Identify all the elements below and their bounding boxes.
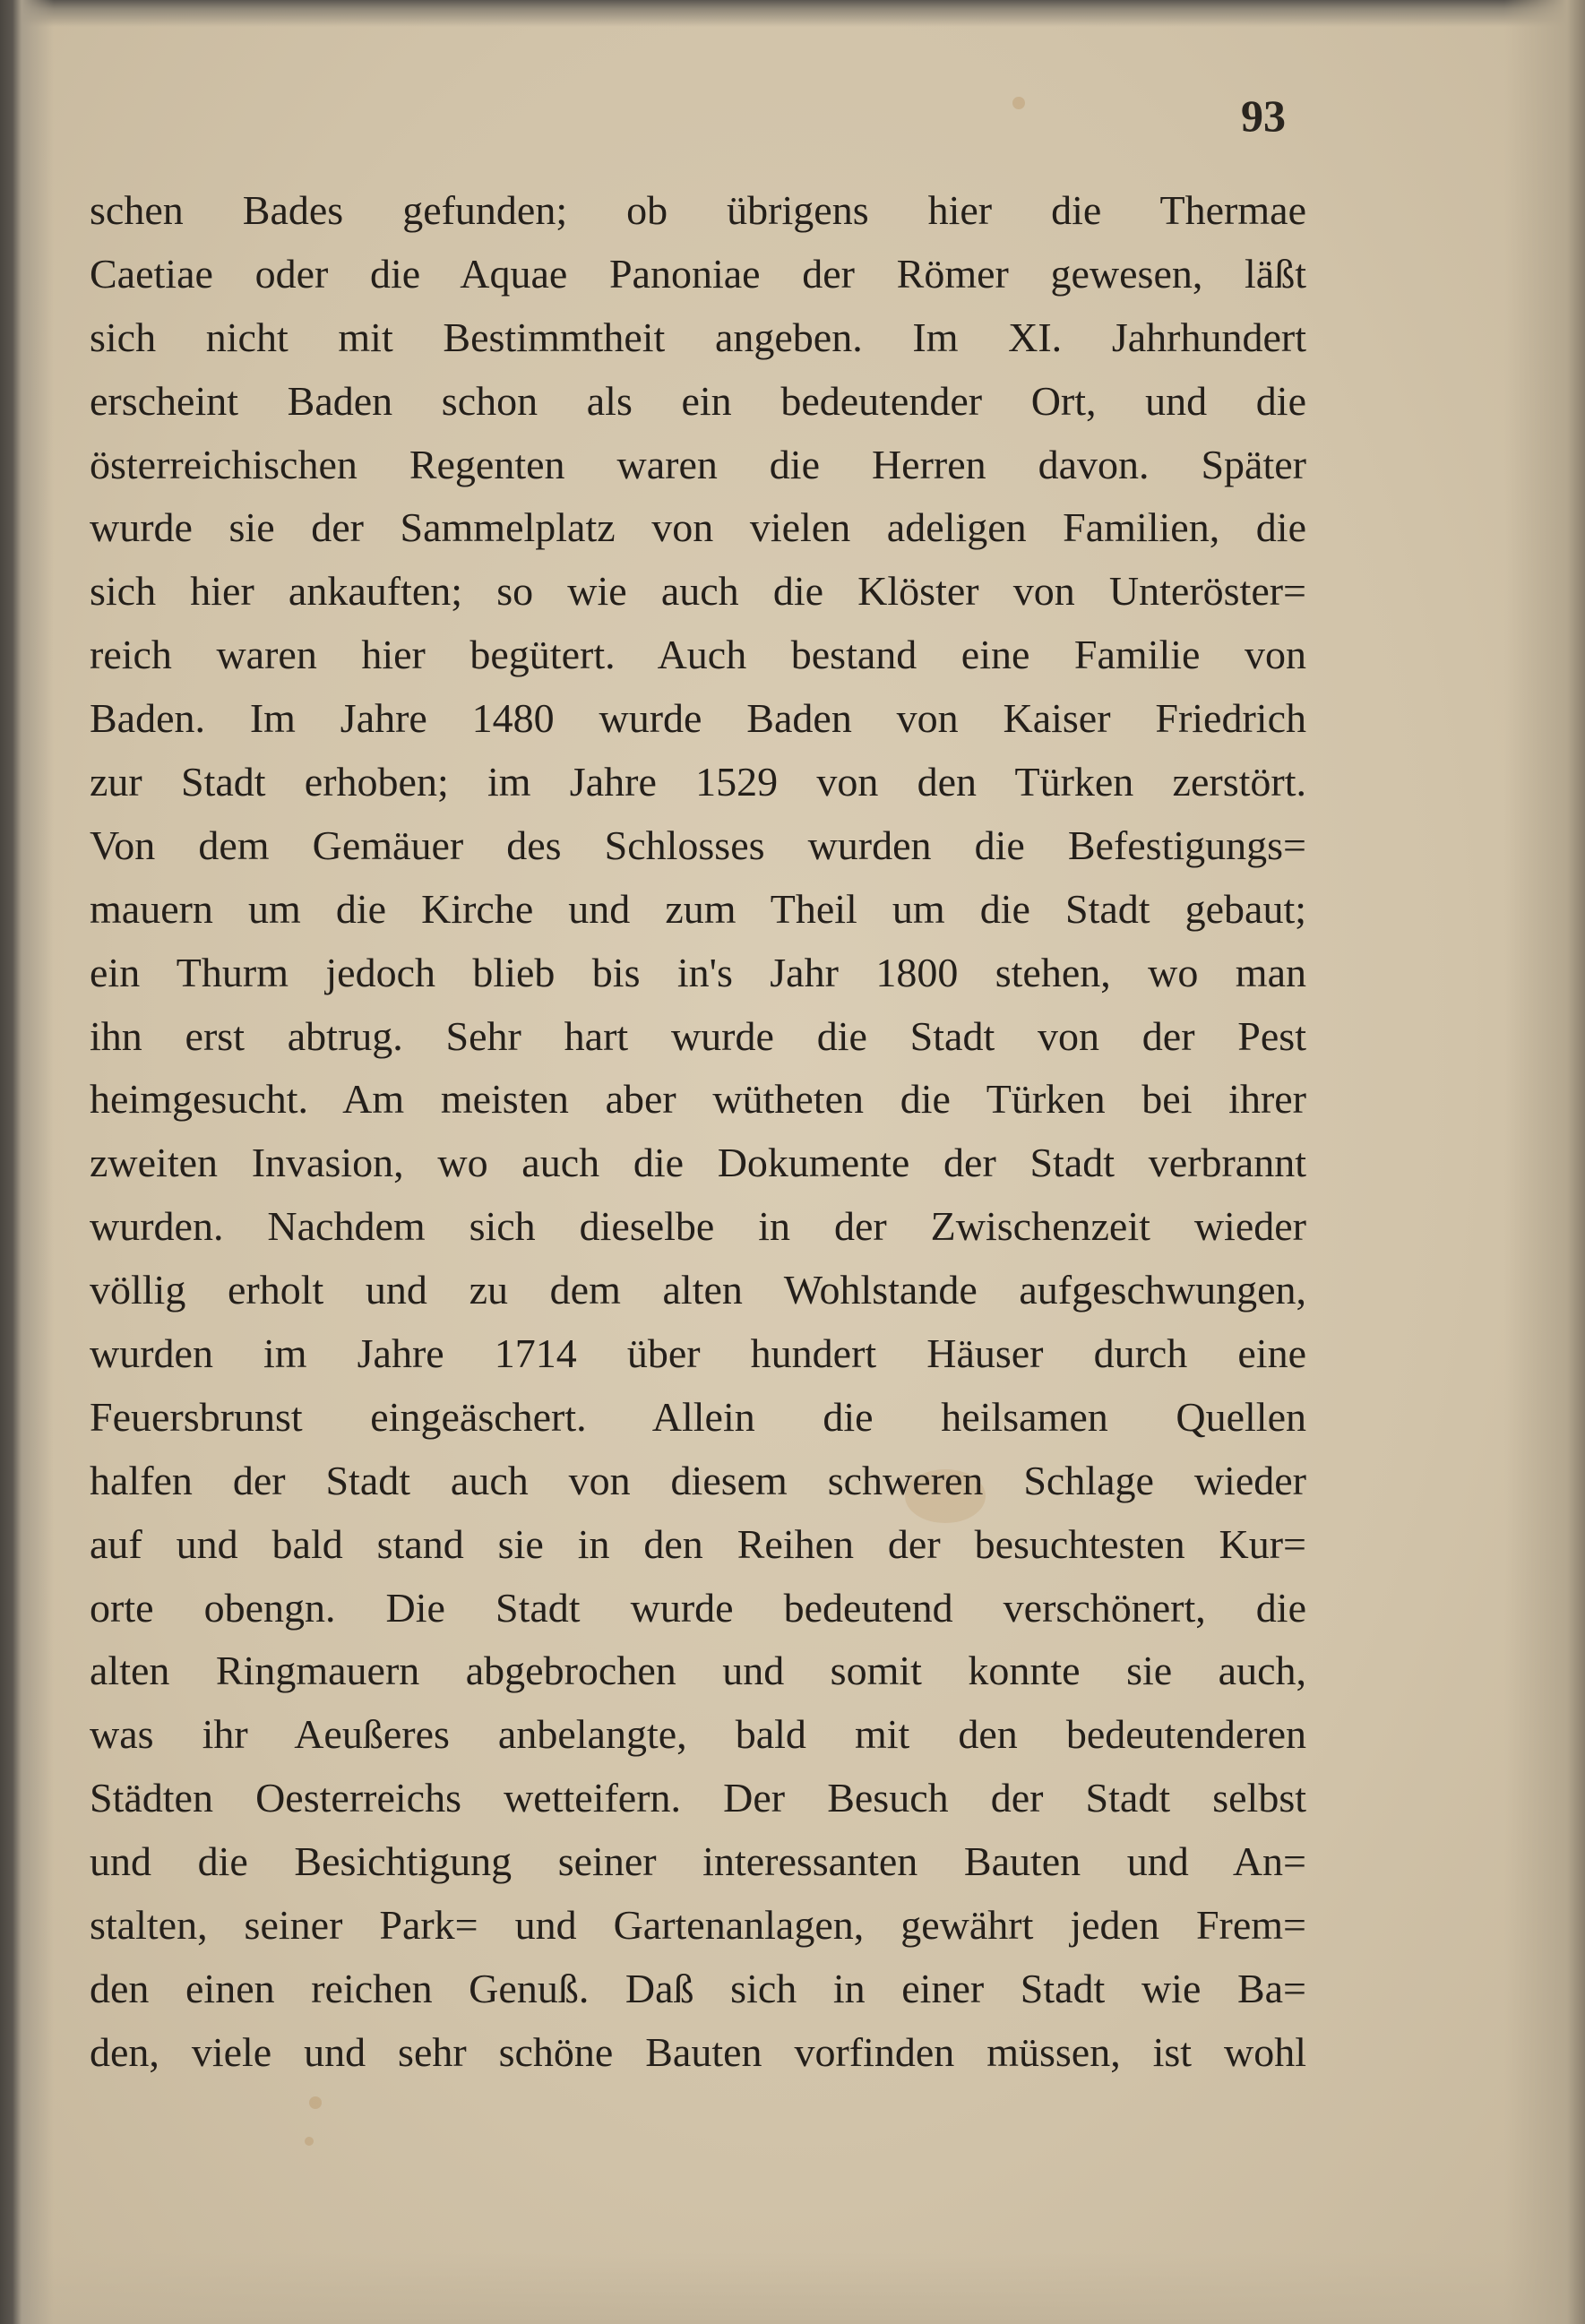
text-line: österreichischen Regenten waren die Herren davon. Später: [90, 441, 1306, 487]
text-line: sich nicht mit Bestimmtheit angeben. Im XI. Jahrhundert: [90, 314, 1306, 360]
text-line: reich waren hier begütert. Auch bestand eine Familie von: [90, 632, 1306, 678]
paper-stain: [309, 2096, 322, 2109]
text-line: wurden im Jahre 1714 über hundert Häuser durch eine: [90, 1330, 1306, 1377]
text-line: stalten, seiner Park= und Gartenanlagen, gewährt jeden Frem=: [90, 1902, 1306, 1949]
paper-stain: [1012, 97, 1025, 109]
paper-stain: [305, 2137, 314, 2146]
text-line: zur Stadt erhoben; im Jahre 1529 von den Türken zerstört.: [90, 759, 1306, 805]
text-line: heimgesucht. Am meisten aber wütheten die Türken bei ihrer: [90, 1076, 1306, 1123]
text-line: völlig erholt und zu dem alten Wohlstande aufgeschwungen,: [90, 1267, 1306, 1313]
text-line: den, viele und sehr schöne Bauten vorfinden müssen, ist wohl: [90, 2028, 1306, 2075]
text-line: Städten Oesterreichs wetteifern. Der Besuch der Stadt selbst: [90, 1775, 1306, 1821]
text-line: erscheint Baden schon als ein bedeutender Ort, und die: [90, 377, 1306, 424]
text-line: wurde sie der Sammelplatz von vielen adeligen Familien, die: [90, 504, 1306, 551]
text-line: zweiten Invasion, wo auch die Dokumente der Stadt verbrannt: [90, 1140, 1306, 1186]
text-line: Von dem Gemäuer des Schlosses wurden die Befestigungs=: [90, 822, 1306, 868]
text-line: orte obengn. Die Stadt wurde bedeutend verschönert, die: [90, 1584, 1306, 1631]
text-line: sich hier ankauften; so wie auch die Klöster von Unteröster=: [90, 568, 1306, 615]
body-text: [90, 179, 1306, 2085]
text-line: auf und bald stand sie in den Reihen der besuchtesten Kur=: [90, 1520, 1306, 1567]
text-line: schen Bades gefunden; ob übrigens hier die Thermae: [90, 187, 1306, 233]
text-line: Baden. Im Jahre 1480 wurde Baden von Kaiser Friedrich: [90, 695, 1306, 742]
text-line: mauern um die Kirche und zum Theil um die Stadt gebaut;: [90, 885, 1306, 932]
text-line: ihn erst abtrug. Sehr hart wurde die Stadt von der Pest: [90, 1012, 1306, 1059]
text-line: halfen der Stadt auch von diesem schweren Schlage wieder: [90, 1457, 1306, 1503]
text-line: den einen reichen Genuß. Daß sich in einer Stadt wie Ba=: [90, 1965, 1306, 2011]
text-line: und die Besichtigung seiner interessanten Bauten und An=: [90, 1838, 1306, 1885]
text-line: alten Ringmauern abgebrochen und somit konnte sie auch,: [90, 1648, 1306, 1694]
text-line: wurden. Nachdem sich dieselbe in der Zwischenzeit wieder: [90, 1203, 1306, 1250]
page-number: 93: [1241, 90, 1286, 141]
text-line: ein Thurm jedoch blieb bis in's Jahr 1800 stehen, wo man: [90, 949, 1306, 995]
text-line: was ihr Aeußeres anbelangte, bald mit den bedeutenderen: [90, 1711, 1306, 1758]
text-line: Caetiae oder die Aquae Panoniae der Römer gewesen, läßt: [90, 250, 1306, 297]
text-line: Feuersbrunst eingeäschert. Allein die heilsamen Quellen: [90, 1393, 1306, 1440]
